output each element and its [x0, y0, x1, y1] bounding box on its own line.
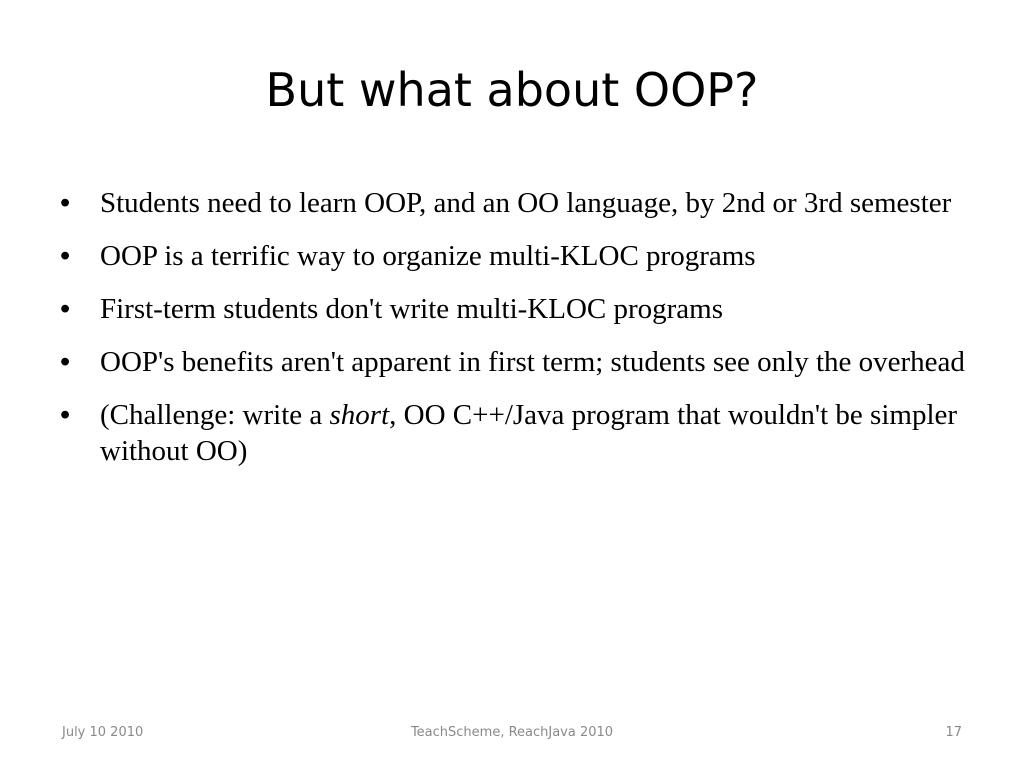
- bullet-item: [60, 291, 970, 327]
- bullet-marker: •: [60, 187, 71, 219]
- footer-center-text: TeachScheme, ReachJava 2010: [410, 725, 614, 740]
- bullet-text-before: (Challenge: write a: [100, 399, 330, 431]
- bullet-text: First-term students don't write multi-KLOC programs: [100, 293, 724, 325]
- bullet-text-after: , OO C++/Java program that wouldn't be simpler without OO): [100, 399, 958, 467]
- bullet-item: [60, 344, 970, 380]
- bullet-text: OOP's benefits aren't apparent in first term; students see only the overhead: [100, 346, 965, 378]
- footer-date: July 10 2010: [62, 725, 144, 740]
- bullet-item: [60, 238, 970, 274]
- bullet-marker: •: [60, 346, 71, 378]
- bullet-marker: •: [60, 293, 71, 325]
- footer-page-number: 17: [945, 725, 962, 740]
- bullet-item: [60, 397, 970, 469]
- bullet-item: [60, 185, 970, 221]
- slide-title: But what about OOP?: [265, 63, 759, 117]
- bullet-list: [60, 185, 970, 486]
- bullet-text: Students need to learn OOP, and an OO language, by 2nd or 3rd semester: [100, 187, 952, 219]
- bullet-text: OOP is a terrific way to organize multi-KLOC programs: [100, 240, 756, 272]
- bullet-marker: •: [60, 399, 71, 431]
- bullet-emphasis: short: [329, 399, 390, 431]
- bullet-marker: •: [60, 240, 71, 272]
